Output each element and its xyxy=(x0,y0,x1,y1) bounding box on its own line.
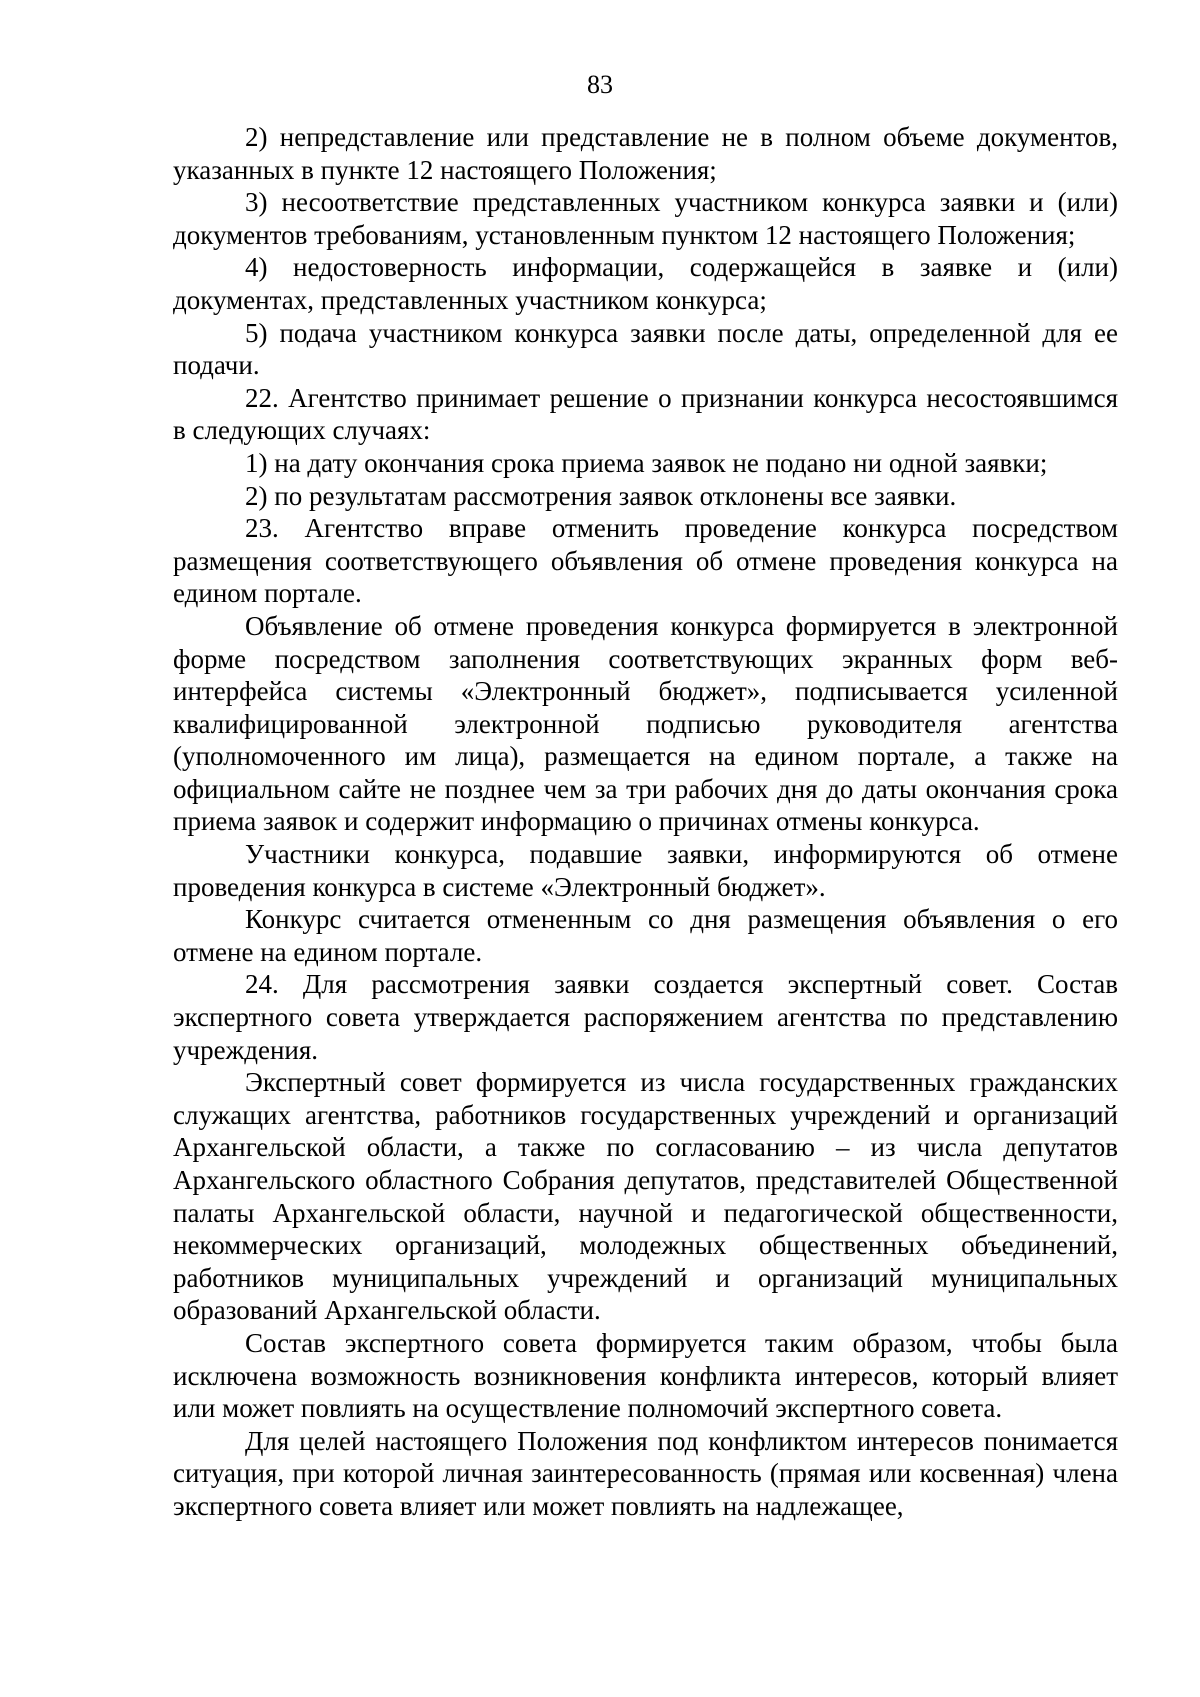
paragraph: 2) непредставление или представление не в полном объеме документов, указанных в пункте 12 настоящего Положения; xyxy=(173,122,1118,185)
paragraph: Участники конкурса, подавшие заявки, информируются об отмене проведения конкурса в системе «Электронный бюджет». xyxy=(173,839,1118,902)
paragraph: 22. Агентство принимает решение о признании конкурса несостоявшимся в следующих случаях: xyxy=(173,382,1118,446)
paragraph: 1) на дату окончания срока приема заявок не подано ни одной заявки; xyxy=(245,447,1048,478)
paragraph: Экспертный совет формируется из числа государственных гражданских служащих агентства, работников государственных учреждений и организаций Архангельской области, а также по согласованию – из числа депутатов Архангельского областного Собрания депутатов, представителей Общественной палаты Архангельской области, научной и педагогической общественности, некоммерческих организаций, молодежных общественных объединений, работников муниципальных учреждений и организаций муниципальных образований Архангельской области. xyxy=(173,1067,1118,1326)
paragraph: Для целей настоящего Положения под конфликтом интересов понимается ситуация, при которой личная заинтересованность (прямая или косвенная) члена экспертного совета влияет или может повлиять на надлежащее, xyxy=(173,1425,1118,1521)
paragraph: Состав экспертного совета формируется таким образом, чтобы была исключена возможность возникновения конфликта интересов, который влияет или может повлиять на осуществление полномочий экспертного совета. xyxy=(173,1327,1118,1424)
page-number: 83 xyxy=(587,70,613,99)
paragraph: 2) по результатам рассмотрения заявок отклонены все заявки. xyxy=(245,480,957,511)
paragraph: Объявление об отмене проведения конкурса формируется в электронной форме посредством заполнения соответствующих экранных форм веб-интерфейса системы «Электронный бюджет», подписывается усиленной квалифицированной электронной подписью руководителя агентства (уполномоченного им лица), размещается на едином портале, а также на официальном сайте не позднее чем за три рабочих дня до даты окончания срока приема заявок и содержит информацию о причинах отмены конкурса. xyxy=(173,610,1118,837)
document-body xyxy=(173,121,1118,1523)
paragraph: 3) несоответствие представленных участником конкурса заявки и (или) документов требованиям, установленным пунктом 12 настоящего Положения; xyxy=(173,187,1118,250)
paragraph: 4) недостоверность информации, содержащейся в заявке и (или) документах, представленных участником конкурса; xyxy=(173,252,1118,315)
paragraph: 24. Для рассмотрения заявки создается экспертный совет. Состав экспертного совета утверждается распоряжением агентства по представлению учреждения. xyxy=(173,969,1118,1065)
paragraph: 23. Агентство вправе отменить проведение конкурса посредством размещения соответствующего объявления об отмене проведения конкурса на едином портале. xyxy=(173,513,1118,609)
paragraph: Конкурс считается отмененным со дня размещения объявления о его отмене на едином портале. xyxy=(173,904,1118,967)
paragraph: 5) подача участником конкурса заявки после даты, определенной для ее подачи. xyxy=(173,317,1118,381)
